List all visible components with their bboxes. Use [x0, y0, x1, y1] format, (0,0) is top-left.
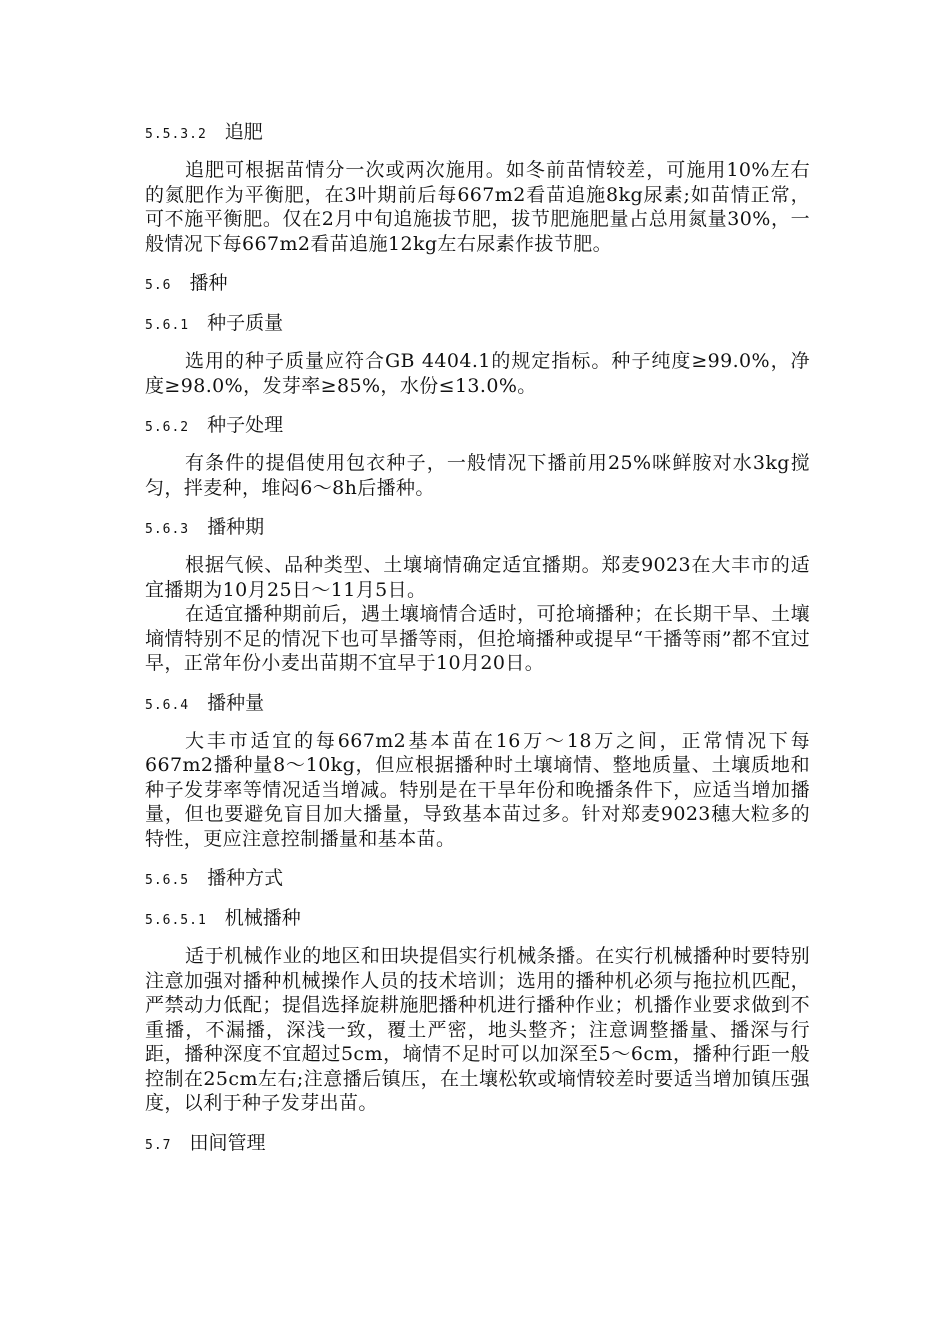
paragraph-mechanical-sowing: 适于机械作业的地区和田块提倡实行机械条播。在实行机械播种时要特别注意加强对播种机械操作人员的技术培训；选用的播种机必须与拖拉机匹配，严禁动力低配；提倡选择旋耕施肥播种机进行播种作业；机播作业要求做到不重播，不漏播，深浅一致，覆土严密，地头整齐；注意调整播量、播深与行距，播种深度不宜超过5cm，墒情不足时可以加深至5～6cm，播种行距一般控制在25cm左右;注意播后镇压，在土壤松软或墒情较差时要适当增加镇压强度，以利于种子发芽出苗。 [145, 945, 810, 1114]
paragraph-sowing-period-2: 在适宜播种期前后，遇土壤墒情合适时，可抢墒播种；在长期干旱、土壤墒情特别不足的情况下也可旱播等雨，但抢墒播种或提早“干播等雨”都不宜过早，正常年份小麦出苗期不宜早于10月20日。 [145, 603, 810, 674]
section-title: 种子质量 [207, 312, 284, 334]
section-number: 5.6.4 [145, 697, 190, 713]
section-number: 5.6.3 [145, 522, 190, 537]
heading-5-6-1 [145, 309, 810, 340]
heading-5-6-5 [145, 864, 810, 895]
heading-5-6-3 [145, 513, 810, 544]
section-number: 5.7 [145, 1137, 172, 1153]
section-title: 播种量 [207, 691, 265, 714]
section-title: 机械播种 [224, 907, 301, 929]
section-number: 5.6.2 [145, 420, 190, 435]
heading-5-6-2 [145, 411, 810, 442]
heading-5-6-5-1 [145, 904, 810, 935]
heading-5-7 [145, 1129, 810, 1160]
paragraph-sowing-rate: 大丰市适宜的每667m2基本苗在16万～18万之间，正常情况下每667m2播种量8～10kg，但应根据播种时土壤墒情、整地质量、土壤质地和种子发芽率等情况适当增减。特别是在干旱年份和晚播条件下，应适当增加播量，但也要避免盲目加大播量，导致基本苗过多。针对郑麦9023穗大粒多的特性，更应注意控制播量和基本苗。 [145, 729, 810, 850]
paragraph-seed-quality: 选用的种子质量应符合GB 4404.1的规定指标。种子纯度≥99.0%，净度≥98.0%，发芽率≥85%，水份≤13.0%。 [145, 350, 810, 397]
heading-5-6-4 [145, 689, 810, 720]
section-title: 播种方式 [207, 867, 284, 889]
paragraph-topdressing: 追肥可根据苗情分一次或两次施用。如冬前苗情较差，可施用10%左右的氮肥作为平衡肥，在3叶期前后每667m2看苗追施8kg尿素;如苗情正常，可不施平衡肥。仅在2月中旬追施拔节肥，拔节肥施肥量占总用氮量30%，一般情况下每667m2看苗追施12kg左右尿素作拔节肥。 [145, 159, 810, 255]
heading-5-5-3-2 [145, 118, 810, 149]
section-title: 播种期 [207, 516, 265, 538]
section-title: 追肥 [224, 121, 263, 143]
paragraph-seed-treatment: 有条件的提倡使用包衣种子，一般情况下播前用25%咪鲜胺对水3kg搅匀，拌麦种，堆闷6～8h后播种。 [145, 452, 810, 499]
section-title: 田间管理 [189, 1131, 266, 1154]
section-number: 5.6.5.1 [145, 913, 207, 928]
section-title: 播种 [189, 272, 228, 294]
document-body [145, 118, 810, 1160]
section-number: 5.6.1 [145, 318, 190, 333]
heading-5-6 [145, 269, 810, 300]
paragraph-sowing-period-1: 根据气候、品种类型、土壤墒情确定适宜播期。郑麦9023在大丰市的适宜播期为10月25日～11月5日。 [145, 554, 810, 601]
section-number: 5.5.3.2 [145, 127, 207, 142]
section-number: 5.6.5 [145, 873, 190, 888]
section-title: 种子处理 [207, 414, 284, 436]
section-number: 5.6 [145, 278, 172, 293]
